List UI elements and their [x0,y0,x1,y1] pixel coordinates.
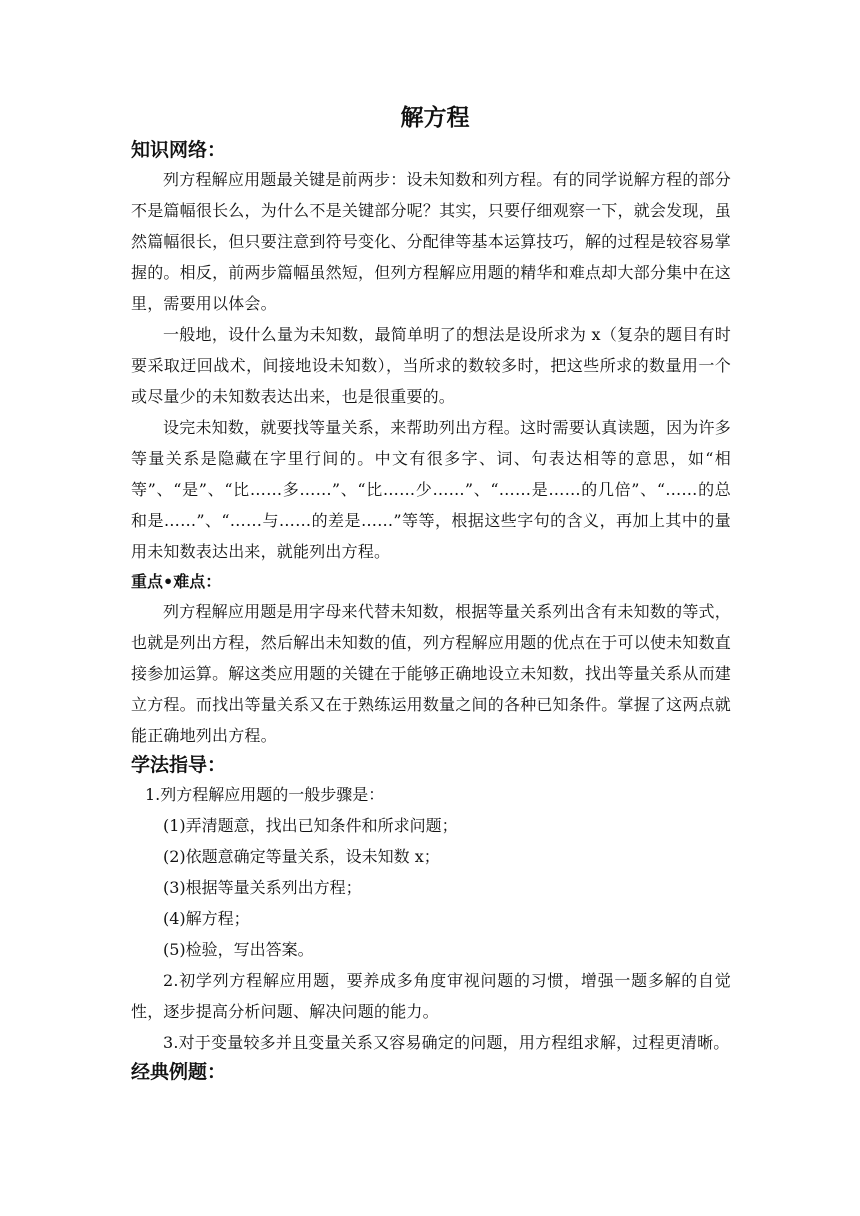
knowledge-heading: 知识网络： [131,139,227,161]
method-step-3: (3)根据等量关系列出方程； [163,878,362,897]
method-step-1: (1)弄清题意，找出已知条件和所求问题； [163,816,458,835]
examples-heading: 经典例题： [131,1061,227,1083]
knowledge-paragraph-3: 设完未知数，就要找等量关系，来帮助列出方程。这时需要认真读题，因为许多等量关系是隐藏在字里行间的。中文有很多字、词、句表达相等的意思，如“相等”、“是”、“比……多……”、“比……少……”、“……是……的几倍”、“……的总和是……”、“……与……的差是……”等等，根据这些字句的含义，再加上其中的量用未知数表达出来，就能列出方程。 [131,418,731,561]
key-points-paragraph: 列方程解应用题是用字母来代替未知数，根据等量关系列出含有未知数的等式，也就是列出方程，然后解出未知数的值，列方程解应用题的优点在于可以使未知数直接参加运算。解这类应用题的关键在于能够正确地设立未知数，找出等量关系从而建立方程。而找出等量关系又在于熟练运用数量之间的各种已知条件。掌握了这两点就能正确地列出方程。 [131,602,731,745]
method-step-2: (2)依题意确定等量关系，设未知数 x； [163,847,440,866]
document-title: 解方程 [400,105,470,131]
document-page [131,100,731,1086]
method-step-5: (5)检验，写出答案。 [163,940,314,959]
key-points-heading: 重点•难点： [131,572,222,591]
method-intro: 1.列方程解应用题的一般步骤是： [145,785,385,804]
knowledge-paragraph-1: 列方程解应用题最关键是前两步：设未知数和列方程。有的同学说解方程的部分不是篇幅很长么，为什么不是关键部分呢？其实，只要仔细观察一下，就会发现，虽然篇幅很长，但只要注意到符号变化、分配律等基本运算技巧，解的过程是较容易掌握的。相反，前两步篇幅虽然短，但列方程解应用题的精华和难点却大部分集中在这里，需要用以体会。 [131,170,731,313]
method-step-4: (4)解方程； [163,909,250,928]
knowledge-paragraph-2: 一般地，设什么量为未知数，最简单明了的想法是设所求为 x（复杂的题目有时要采取迂回战术，间接地设未知数），当所求的数较多时，把这些所求的数量用一个或尽量少的未知数表达出来，也是很重要的。 [131,325,731,406]
method-heading: 学法指导： [131,754,227,776]
method-tip-3: 3.对于变量较多并且变量关系又容易确定的问题，用方程组求解，过程更清晰。 [163,1033,730,1052]
method-tip-2: 2.初学列方程解应用题，要养成多角度审视问题的习惯，增强一题多解的自觉性，逐步提高分析问题、解决问题的能力。 [131,971,731,1021]
